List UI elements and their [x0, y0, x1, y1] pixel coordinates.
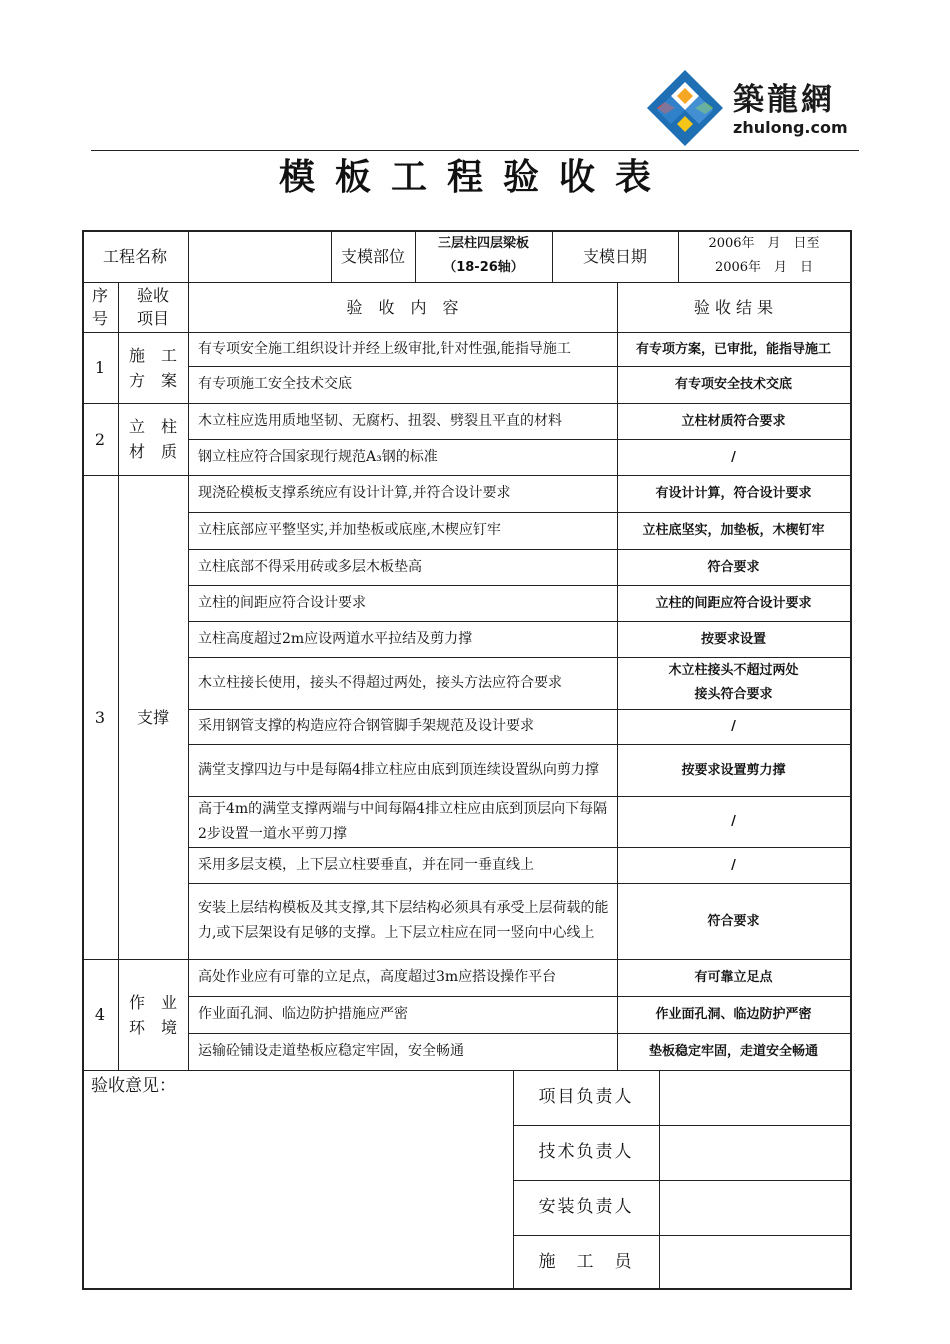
- group-4-name: [118, 959, 188, 1070]
- formwork-part-value: [415, 230, 552, 282]
- zhulong-logo: [645, 68, 860, 148]
- content-header: 验 收 内 容: [346, 297, 459, 317]
- signer-label: 安装负责人: [538, 1197, 634, 1217]
- item-header-line2: 项目: [136, 309, 169, 328]
- row-result: 立柱底坚实，加垫板，木楔钉牢: [642, 523, 825, 538]
- row-result: 立柱的间距应符合设计要求: [655, 595, 812, 611]
- group-1-name: [118, 332, 188, 403]
- row-content: 高于4m的满堂支撑两端与中间每隔4排立柱应由底到顶层向下每隔2步设置一道水平剪刀撑: [198, 800, 608, 842]
- group-3-name: 支撑: [136, 707, 169, 727]
- row-content: 采用多层支模，上下层立柱要垂直，并在同一垂直线上: [198, 856, 534, 873]
- signer-label: 项目负责人: [538, 1087, 634, 1107]
- group-1-name-line1: 施 工: [128, 345, 177, 365]
- part-value-line2: （18-26轴）: [443, 260, 524, 275]
- logo-english-text: zhulong.com: [733, 118, 848, 137]
- row-content: 高处作业应有可靠的立足点，高度超过3m应搭设操作平台: [198, 969, 557, 985]
- seq-header-line2: 号: [91, 309, 108, 328]
- row-content: 木立柱应选用质地坚韧、无腐朽、扭裂、劈裂且平直的材料: [198, 412, 562, 429]
- row-content: 现浇砼模板支撑系统应有设计计算,并符合设计要求: [198, 485, 511, 501]
- row-content: 钢立柱应符合国家现行规范A₃钢的标准: [198, 448, 438, 465]
- seq-header: [82, 282, 118, 332]
- group-2-name: [118, 403, 188, 475]
- date-line2: 2006年 月 日: [714, 260, 814, 275]
- row-content: 满堂支撑四边与中是每隔4排立柱应由底到顶连续设置纵向剪力撑: [198, 761, 599, 778]
- row-result: /: [731, 449, 736, 465]
- logo-chinese-text: 築龍網: [733, 82, 835, 118]
- formwork-part-label: 支模部位: [340, 246, 405, 266]
- part-value-line1: 三层柱四层梁板: [437, 236, 529, 251]
- row-content: 运输砼铺设走道垫板应稳定牢固，安全畅通: [198, 1043, 464, 1059]
- group-4-name-line2: 环 境: [128, 1017, 177, 1037]
- group-2-number: 2: [94, 429, 106, 449]
- row-result: 立柱材质符合要求: [681, 413, 786, 429]
- row-content: 木立柱接长使用，接头不得超过两处，接头方法应符合要求: [198, 674, 562, 691]
- group-2-name-line2: 材 质: [128, 442, 177, 461]
- group-2-name-line1: 立 柱: [128, 417, 177, 436]
- group-3-number: 3: [94, 707, 106, 727]
- row-result: 符合要求: [707, 559, 760, 575]
- item-header: [118, 282, 188, 332]
- row-result: /: [731, 719, 736, 734]
- row-result: 木立柱接头不超过两处 接头符合要求: [668, 663, 799, 702]
- project-name-value: [188, 230, 331, 282]
- group-4-name-line1: 作 业: [128, 992, 177, 1012]
- row-result: 垫板稳定牢固，走道安全畅通: [648, 1044, 818, 1059]
- diamond-logo-icon: [645, 68, 725, 148]
- header-rule: [91, 150, 859, 151]
- formwork-date-value: [678, 230, 850, 282]
- result-header: 验 收 结 果: [693, 297, 774, 317]
- acceptance-opinion-label: 验收意见：: [91, 1075, 176, 1096]
- row-content: 有专项施工安全技术交底: [198, 376, 352, 392]
- row-content: 安装上层结构模板及其支撑,其下层结构必须具有承受上层荷载的能力,或下层架设有足够的支撑。上下层立柱应在同一竖向中心线上: [198, 900, 609, 941]
- row-result: 有设计计算，符合设计要求: [655, 486, 812, 501]
- row-content: 立柱高度超过2m应设两道水平拉结及剪力撑: [198, 630, 473, 647]
- row-result: 有专项安全技术交底: [674, 377, 792, 392]
- group-1-number: 1: [94, 358, 106, 377]
- row-result: 有可靠立足点: [694, 970, 773, 985]
- row-result: 符合要求: [707, 913, 760, 929]
- row-content: 采用钢管支撑的构造应符合钢管脚手架规范及设计要求: [198, 718, 534, 734]
- row-result: /: [731, 814, 736, 829]
- row-content: 立柱底部应平整坚实,并加垫板或底座,木楔应钉牢: [198, 522, 501, 538]
- seq-header-line1: 序: [91, 286, 108, 305]
- signer-label: 施 工 员: [538, 1251, 634, 1272]
- row-result: 有专项方案，已审批，能指导施工: [635, 341, 831, 357]
- page-title: 模板工程验收表: [278, 157, 671, 198]
- formwork-date-label: 支模日期: [582, 246, 647, 266]
- row-result: 按要求设置剪力撑: [681, 762, 786, 778]
- project-name-label: 工程名称: [102, 246, 167, 266]
- row-result: 作业面孔洞、临边防护严密: [655, 1007, 812, 1022]
- group-1-name-line2: 方 案: [128, 370, 177, 390]
- row-content: 立柱底部不得采用砖或多层木板垫高: [198, 558, 422, 575]
- row-result: /: [731, 857, 736, 873]
- row-content: 立柱的间距应符合设计要求: [198, 594, 366, 611]
- row-content: 有专项安全施工组织设计并经上级审批,针对性强,能指导施工: [198, 340, 571, 357]
- row-result: 按要求设置: [700, 631, 766, 647]
- item-header-line1: 验收: [136, 286, 169, 305]
- group-4-number: 4: [94, 1005, 106, 1024]
- signer-label: 技术负责人: [538, 1142, 634, 1162]
- date-line1: 2006年 月 日至: [708, 236, 820, 251]
- row-content: 作业面孔洞、临边防护措施应严密: [198, 1006, 408, 1022]
